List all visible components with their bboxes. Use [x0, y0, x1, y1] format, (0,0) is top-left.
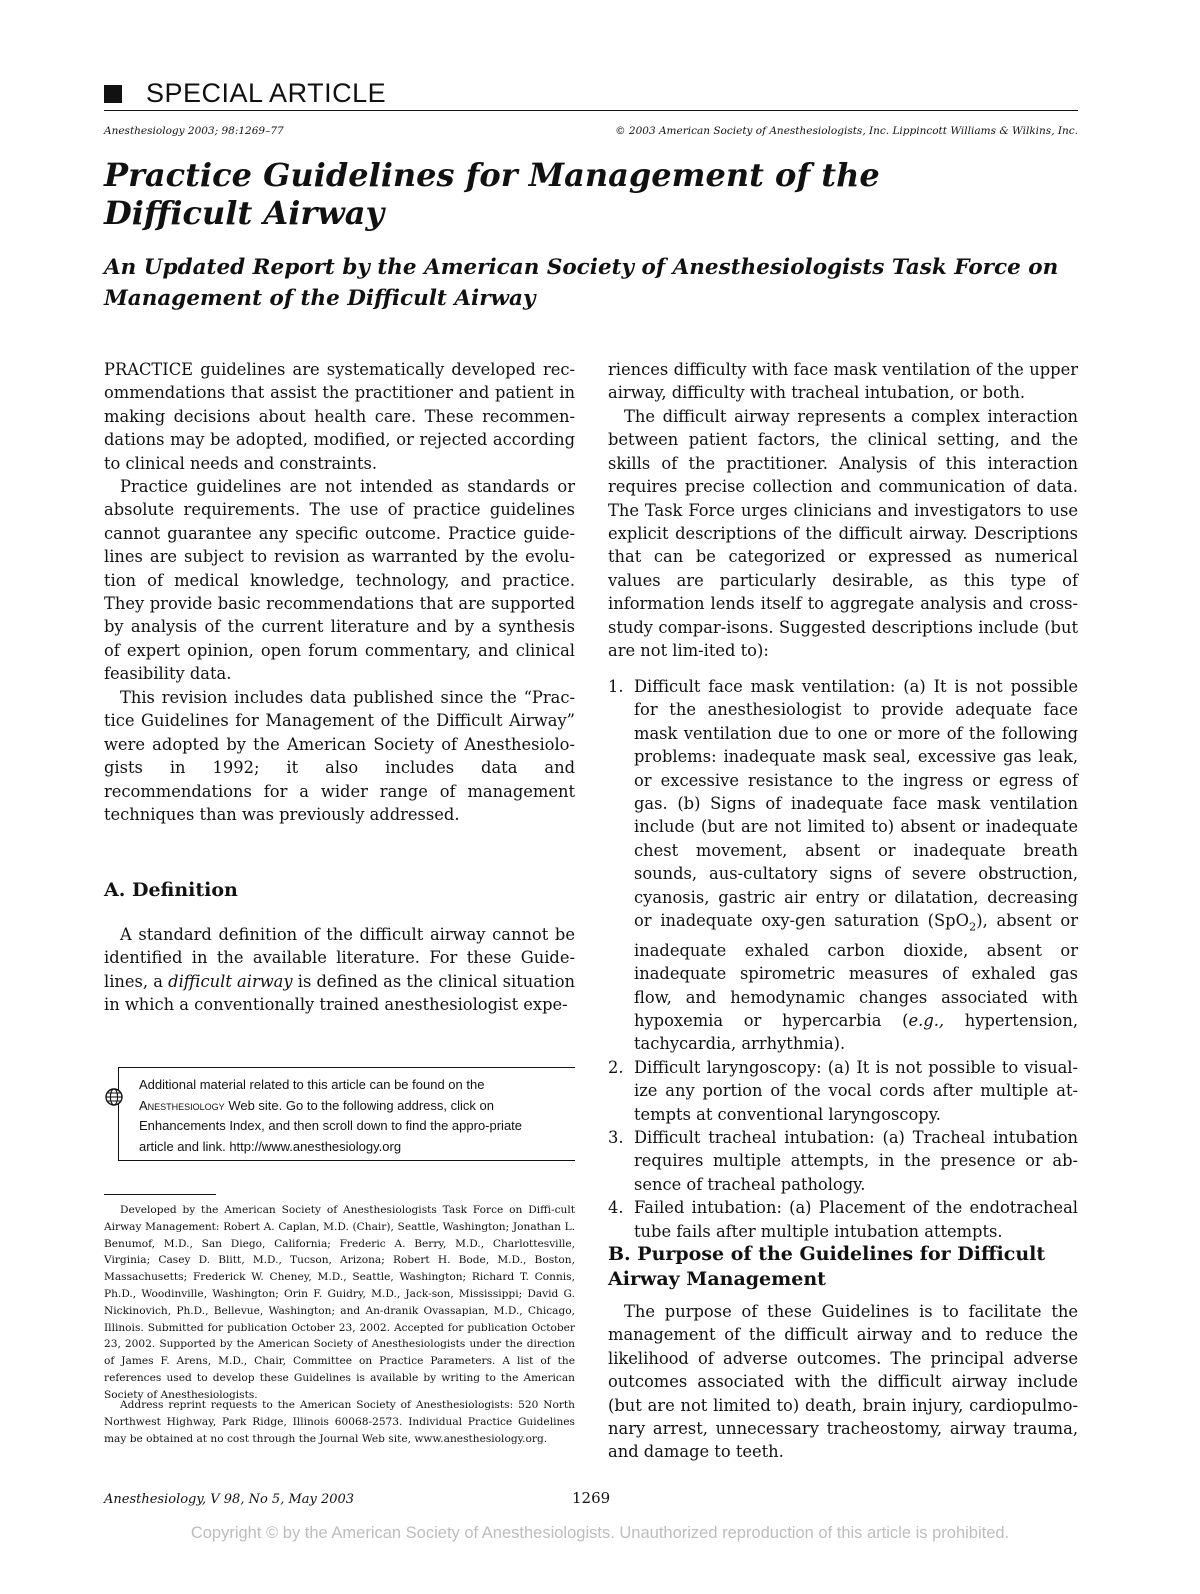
copyright-line: © 2003 American Society of Anesthesiologists, Inc. Lippincott Williams & Wilkins, Inc. [615, 125, 1078, 137]
journal-issue: Anesthesiology, V 98, No 5, May 2003 [104, 1492, 355, 1507]
page-number: 1269 [572, 1489, 611, 1507]
article-subtitle: An Updated Report by the American Society of Anesthesiologists Task Force on Management of the Difficult Airway [104, 255, 1059, 311]
paragraph-intro: PRACTICE guidelines are systematically developed rec-ommendations that assist the practitioner and patient in making decisions about health care. These recommen-dations may be adopted, modified, or rejected according to clinical needs and constraints. [104, 360, 575, 473]
list-item: 4. Failed intubation: (a) Placement of the endotracheal tube fails after multiple intubation attempts. [608, 1198, 1078, 1241]
journal-name: Anesthesiology [139, 1097, 225, 1113]
paragraph-definition-continued: riences difficulty with face mask ventilation of the upper airway, difficulty with tracheal intubation, or both. [608, 360, 1078, 403]
footnote-reprints: Address reprint requests to the American Society of Anesthesiologists: 520 North Northwest Highway, Park Ridge, Illinois 60068-2573. Individual Practice Guidelines may be obtained at no cost through the Journal Web site, www.anesthesiology.org. [104, 1399, 575, 1445]
term-difficult-airway: difficult airway [168, 971, 293, 991]
list-item: 1. Difficult face mask ventilation: (a) It is not possible for the anesthesiologist to provide adequate face mask ventilation due to one or more of the following problems: inadequate mask seal, excessive gas leak, or excessive resistance to the ingress or egress of gas. (b) Signs of inadequate face mask ventilation include (but are not limited to) absent or inadequate chest movement, absent or inadequate breath sounds, aus-cultatory signs of severe obstruction, cyanosis, gastric air entry or dilatation, decreasing or inadequate oxy-gen saturation (SpO$_2$), absent or inadequate exhaled carbon dioxide, absent or inadequate spirometric measures of exhaled gas flow, and hemodynamic changes associated with hypoxemia or hypercarbia (e.g., hypertension, tachycardia, arrhythmia). [608, 677, 1078, 1054]
footnote-rule [104, 1194, 216, 1195]
journal-citation: Anesthesiology 2003; 98:1269–77 [104, 125, 284, 137]
section-label-text: SPECIAL ARTICLE [146, 78, 387, 108]
paragraph-interaction: The difficult airway represents a complex interaction between patient factors, the clinical setting, and the skills of the practitioner. Analysis of this interaction requires precise collection and communication of data. The Task Force urges clinicians and investigators to use explicit descriptions of the difficult airway. Descriptions that can be categorized or expressed as numerical values are particularly desirable, as this type of information lends itself to aggregate analysis and cross-study compar-isons. Suggested descriptions include (but are not lim-ited to): [608, 407, 1078, 661]
supplementary-info-text[interactable]: Additional material related to this article can be found on the Anesthesiology Web site. Go to the following address, click on Enhancements Index, and then scroll down to find the appro-priate article and link. http://www.anesthesiology.org [139, 1077, 523, 1154]
paragraph-not-standards: Practice guidelines are not intended as standards or absolute requirements. The use of practice guidelines cannot guarantee any specific outcome. Practice guide-lines are subject to revision as warranted by the evolu-tion of medical knowledge, technology, and practice. They provide basic recommendations that are supported by analysis of the current literature and by a synthesis of expert opinion, open forum commentary, and clinical feasibility data. [104, 477, 575, 684]
article-title: Practice Guidelines for Management of the Difficult Airway [104, 156, 880, 232]
paragraph-purpose: The purpose of these Guidelines is to facilitate the management of the difficult airway and to reduce the likelihood of adverse outcomes. The principal adverse outcomes associated with the difficult airway include (but are not limited to) death, brain injury, cardiopulmo-nary arrest, unnecessary tracheostomy, airway trauma, and damage to teeth. [608, 1302, 1078, 1462]
section-label [104, 78, 386, 109]
footnote-authors: Developed by the American Society of Anesthesiologists Task Force on Diffi-cult Airway Management: Robert A. Caplan, M.D. (Chair), Seattle, Washington; Jonathan L. Benumof, M.D., San Diego, California; Frederic A. Berry, M.D., Charlottesville, Virginia; Casey D. Blitt, M.D., Tucson, Arizona; Robert H. Bode, M.D., Boston, Massachusetts; Frederick W. Cheney, M.D., Seattle, Washington; Richard T. Connis, Ph.D., Woodinville, Washington; Orin F. Guidry, M.D., Jack-son, Mississippi; David G. Nickinovich, Ph.D., Bellevue, Washington; and An-dranik Ovassapian, M.D., Chicago, Illinois. Submitted for publication October 23, 2002. Accepted for publication October 23, 2002. Supported by the American Society of Anesthesiologists under the direction of James F. Arens, M.D., Chair, Committee on Practice Parameters. A list of the references used to develop these Guidelines is available by writing to the American Society of Anesthesiologists. [104, 1204, 575, 1401]
list-item: 3. Difficult tracheal intubation: (a) Tracheal intubation requires multiple attempts, in the presence or ab-sence of tracheal pathology. [608, 1127, 1078, 1194]
paragraph-definition: A standard definition of the difficult airway cannot be identified in the available literature. For these Guide-lines, a difficult airway is defined as the clinical situation in which a conventionally trained anesthesiologist expe- [104, 925, 575, 1015]
definitions-list [608, 675, 1078, 1243]
square-bullet-icon [104, 85, 122, 103]
paragraph-revision: This revision includes data published since the “Prac-tice Guidelines for Management of the Difficult Airway” were adopted by the American Society of Anesthesiolo-gists in 1992; it also includes data and recommendations for a wider range of management techniques than was previously addressed. [104, 688, 575, 825]
globe-icon [104, 1087, 124, 1107]
copyright-notice: Copyright © by the American Society of Anesthesiologists. Unauthorized reproduction of this article is prohibited. [190, 1524, 1010, 1542]
section-a-heading: A. Definition [104, 879, 238, 901]
header-rule [104, 110, 1078, 111]
section-b-heading: B. Purpose of the Guidelines for Difficult Airway Management [608, 1243, 1046, 1290]
list-item: 2. Difficult laryngoscopy: (a) It is not possible to visual-ize any portion of the vocal cords after multiple at-tempts at conventional laryngoscopy. [608, 1057, 1078, 1124]
